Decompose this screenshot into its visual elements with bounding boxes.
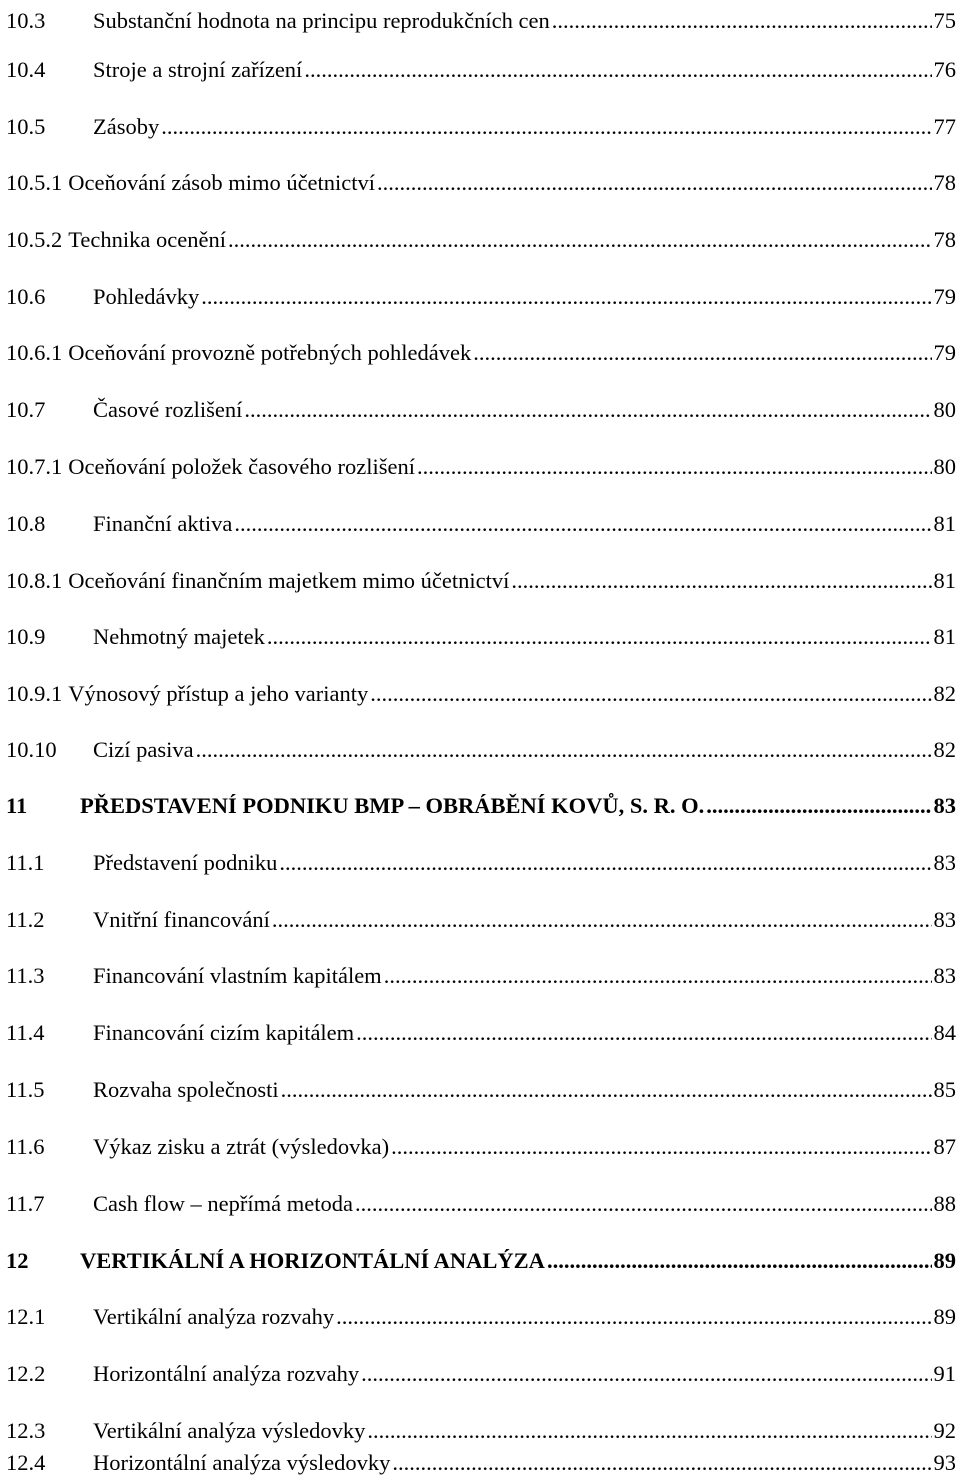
entry-number: 10.3 bbox=[6, 8, 46, 33]
dot-leader bbox=[279, 850, 931, 876]
entry-number: 12.3 bbox=[6, 1418, 46, 1443]
entry-number: 10.10 bbox=[6, 737, 57, 762]
entry-number: 10.5 bbox=[6, 114, 46, 139]
entry-number: 11.6 bbox=[6, 1134, 45, 1159]
dot-leader bbox=[196, 737, 932, 763]
entry-title: Oceňování finančním majetkem mimo účetnictví bbox=[68, 568, 510, 593]
toc-entry-11-5[interactable] bbox=[6, 1069, 956, 1103]
entry-number: 11.7 bbox=[6, 1191, 45, 1216]
page-number: 80 bbox=[933, 397, 956, 422]
dot-leader bbox=[370, 681, 931, 707]
toc-entry-11-2[interactable] bbox=[6, 899, 956, 933]
entry-number: 10.4 bbox=[6, 57, 46, 82]
dot-leader bbox=[552, 8, 932, 34]
dot-leader bbox=[384, 963, 932, 989]
toc-entry-11-7[interactable] bbox=[6, 1183, 956, 1217]
page-number: 79 bbox=[933, 284, 956, 309]
entry-number: 10.7 bbox=[6, 397, 46, 422]
dot-leader bbox=[511, 568, 931, 594]
toc-entry-12-2[interactable] bbox=[6, 1353, 956, 1387]
entry-number: 10.5.1 bbox=[6, 170, 63, 195]
entry-number: 10.7.1 bbox=[6, 454, 63, 479]
page-number: 81 bbox=[933, 511, 956, 536]
dot-leader bbox=[417, 454, 931, 480]
page-number: 89 bbox=[933, 1304, 956, 1329]
toc-entry-10-3[interactable] bbox=[6, 0, 956, 34]
entry-title: Vertikální analýza rozvahy bbox=[93, 1304, 335, 1329]
toc-entry-12-3[interactable] bbox=[6, 1410, 956, 1444]
dot-leader bbox=[367, 1418, 931, 1444]
entry-number: 10.8 bbox=[6, 511, 46, 536]
entry-title: Finanční aktiva bbox=[93, 511, 233, 536]
entry-number: 11.2 bbox=[6, 907, 45, 932]
toc-entry-11-6[interactable] bbox=[6, 1126, 956, 1160]
page-number: 83 bbox=[933, 907, 956, 932]
entry-title: Oceňování položek časového rozlišení bbox=[68, 454, 416, 479]
entry-title: Substanční hodnota na principu reprodukčních cen bbox=[93, 8, 550, 33]
toc-entry-12-4[interactable] bbox=[6, 1442, 956, 1476]
dot-leader bbox=[706, 793, 931, 819]
page-number: 92 bbox=[933, 1418, 956, 1443]
page-number: 85 bbox=[933, 1077, 956, 1102]
toc-entry-10-9[interactable] bbox=[6, 616, 956, 650]
toc-entry-10-7-1[interactable] bbox=[6, 446, 956, 480]
entry-number: 10.9.1 bbox=[6, 681, 63, 706]
page-number: 83 bbox=[933, 963, 956, 988]
page-number: 81 bbox=[933, 568, 956, 593]
entry-title: Nehmotný majetek bbox=[93, 624, 265, 649]
entry-title: Výnosový přístup a jeho varianty bbox=[68, 681, 369, 706]
toc-entry-10-8-1[interactable] bbox=[6, 560, 956, 594]
page-number: 79 bbox=[933, 340, 956, 365]
dot-leader bbox=[356, 1020, 931, 1046]
entry-title: Stroje a strojní zařízení bbox=[93, 57, 303, 82]
dot-leader bbox=[267, 624, 932, 650]
toc-entry-10-5-2[interactable] bbox=[6, 219, 956, 253]
dot-leader bbox=[161, 114, 931, 140]
toc-entry-10-7[interactable] bbox=[6, 389, 956, 423]
page-number: 82 bbox=[933, 681, 956, 706]
toc-entry-10-10[interactable] bbox=[6, 729, 956, 763]
dot-leader bbox=[377, 170, 931, 196]
entry-title: VERTIKÁLNÍ A HORIZONTÁLNÍ ANALÝZA bbox=[80, 1248, 545, 1273]
dot-leader bbox=[392, 1450, 931, 1476]
toc-chapter-12[interactable] bbox=[6, 1240, 956, 1274]
entry-number: 11.1 bbox=[6, 850, 45, 875]
entry-number: 10.8.1 bbox=[6, 568, 63, 593]
toc-entry-10-5-1[interactable] bbox=[6, 162, 956, 196]
page-number: 76 bbox=[933, 57, 956, 82]
page-number: 78 bbox=[933, 227, 956, 252]
dot-leader bbox=[547, 1248, 932, 1274]
toc-entry-10-4[interactable] bbox=[6, 49, 956, 83]
entry-title: Financování vlastním kapitálem bbox=[93, 963, 382, 988]
toc-entry-10-5[interactable] bbox=[6, 106, 956, 140]
toc-entry-10-6-1[interactable] bbox=[6, 332, 956, 366]
entry-title: Časové rozlišení bbox=[93, 397, 243, 422]
page-number: 75 bbox=[933, 8, 956, 33]
entry-title: Výkaz zisku a ztrát (výsledovka) bbox=[93, 1134, 390, 1159]
entry-title: Zásoby bbox=[93, 114, 160, 139]
entry-number: 11 bbox=[6, 793, 28, 818]
entry-number: 11.4 bbox=[6, 1020, 45, 1045]
dot-leader bbox=[281, 1077, 932, 1103]
toc-entry-11-1[interactable] bbox=[6, 842, 956, 876]
dot-leader bbox=[304, 57, 931, 83]
dot-leader bbox=[244, 397, 931, 423]
entry-title: Oceňování zásob mimo účetnictví bbox=[68, 170, 376, 195]
page-number: 83 bbox=[933, 793, 956, 818]
entry-number: 11.3 bbox=[6, 963, 45, 988]
page-number: 77 bbox=[933, 114, 956, 139]
entry-title: Rozvaha společnosti bbox=[93, 1077, 279, 1102]
entry-title: Představení podniku bbox=[93, 850, 278, 875]
dot-leader bbox=[272, 907, 932, 933]
toc-entry-10-9-1[interactable] bbox=[6, 673, 956, 707]
page-number: 83 bbox=[933, 850, 956, 875]
entry-number: 12.4 bbox=[6, 1450, 46, 1475]
dot-leader bbox=[473, 340, 931, 366]
toc-entry-11-3[interactable] bbox=[6, 955, 956, 989]
page-number: 89 bbox=[933, 1248, 956, 1273]
entry-title: Oceňování provozně potřebných pohledávek bbox=[68, 340, 472, 365]
entry-title: Horizontální analýza rozvahy bbox=[93, 1361, 360, 1386]
dot-leader bbox=[234, 511, 931, 537]
toc-entry-11-4[interactable] bbox=[6, 1012, 956, 1046]
toc-entry-10-8[interactable] bbox=[6, 503, 956, 537]
page-number: 78 bbox=[933, 170, 956, 195]
toc-entry-10-6[interactable] bbox=[6, 276, 956, 310]
entry-number: 10.9 bbox=[6, 624, 46, 649]
page-number: 80 bbox=[933, 454, 956, 479]
entry-title: Vertikální analýza výsledovky bbox=[93, 1418, 366, 1443]
entry-number: 11.5 bbox=[6, 1077, 45, 1102]
entry-title: Cash flow – nepřímá metoda bbox=[93, 1191, 353, 1216]
dot-leader bbox=[201, 284, 931, 310]
entry-number: 10.6.1 bbox=[6, 340, 63, 365]
page-number: 88 bbox=[933, 1191, 956, 1216]
dot-leader bbox=[391, 1134, 931, 1160]
page-number: 91 bbox=[933, 1361, 956, 1386]
entry-title: Financování cizím kapitálem bbox=[93, 1020, 355, 1045]
dot-leader bbox=[228, 227, 932, 253]
entry-title: Pohledávky bbox=[93, 284, 200, 309]
entry-title: Cizí pasiva bbox=[93, 737, 194, 762]
dot-leader bbox=[361, 1361, 931, 1387]
page-number: 81 bbox=[933, 624, 956, 649]
entry-number: 10.6 bbox=[6, 284, 46, 309]
entry-title: Horizontální analýza výsledovky bbox=[93, 1450, 391, 1475]
page-number: 87 bbox=[933, 1134, 956, 1159]
toc-chapter-11[interactable] bbox=[6, 785, 956, 819]
entry-title: PŘEDSTAVENÍ PODNIKU BMP – OBRÁBĚNÍ KOVŮ, S. R. O. bbox=[80, 793, 705, 818]
entry-title: Vnitřní financování bbox=[93, 907, 270, 932]
page-number: 84 bbox=[933, 1020, 956, 1045]
entry-title: Technika ocenění bbox=[68, 227, 226, 252]
entry-number: 12.1 bbox=[6, 1304, 46, 1329]
page-number: 82 bbox=[933, 737, 956, 762]
entry-number: 10.5.2 bbox=[6, 227, 63, 252]
entry-number: 12 bbox=[6, 1248, 29, 1273]
page-number: 93 bbox=[933, 1450, 956, 1475]
toc-entry-12-1[interactable] bbox=[6, 1296, 956, 1330]
entry-number: 12.2 bbox=[6, 1361, 46, 1386]
dot-leader bbox=[355, 1191, 932, 1217]
dot-leader bbox=[336, 1304, 931, 1330]
